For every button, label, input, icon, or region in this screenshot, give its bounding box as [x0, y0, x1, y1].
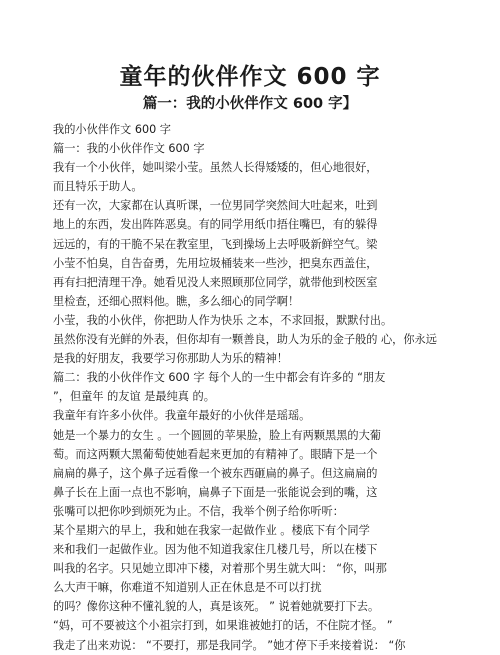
text-line: 我有一个小伙伴，她叫梁小莹。虽然人长得矮矮的，但心地很好， — [53, 161, 378, 175]
document-body — [53, 120, 448, 655]
text-line: 她是一个暴力的女生 。一个圆圆的苹果脸，脸上有两颗黑黑的大葡 — [53, 428, 381, 442]
text-line: 我的小伙伴作文 600 字 — [53, 123, 171, 136]
text-line: 篇一：我的小伙伴作文 600 字 — [53, 142, 205, 156]
text-line: “妈，可不要被这个小祖宗打到，如果谁被她打的话，不住院才怪。 ” — [53, 619, 393, 633]
document-title: 童年的伙伴作文 600 字 — [119, 64, 381, 90]
text-line: 张嘴可以把你吵到烦死为止。不信，我举个例子给你听听： — [53, 504, 344, 518]
text-line: 还有一次，大家都在认真听课，一位男同学突然间大吐起来，吐到 — [53, 199, 378, 213]
text-line: 再有扫把清理干净。她看见没人来照顾那位同学，就带他到校医室 — [53, 275, 378, 289]
text-line: 是我的好朋友，我要学习你那助人为乐的精神！ — [53, 352, 288, 366]
text-line: 小莹不怕臭，自告奋勇，先用垃圾桶装来一些沙，把臭东西盖住， — [53, 256, 378, 270]
text-line: 来和我们一起做作业。因为他不知道我家住几楼几号，所以在楼下 — [53, 543, 378, 557]
text-line: 萄。而这两颗大黑葡萄使她看起来更加的有精神了。眼睛下是一个 — [53, 447, 378, 461]
text-line: 鼻子长在上面一点也不影响，扁鼻子下面是一张能说会到的嘴，这 — [53, 485, 378, 499]
text-line: 虽然你没有光鲜的外表，但你却有一颗善良，助人为乐的金子般的 心，你永远 — [53, 333, 437, 347]
text-line: 远远的，有的干脆不呆在教室里，飞到操场上去呼吸新鲜空气。梁 — [53, 237, 378, 251]
text-line: 而且特乐于助人。 — [53, 180, 143, 194]
text-line: 我童年有许多小伙伴。我童年最好的小伙伴是瑶瑶。 — [53, 409, 311, 423]
text-line: ”，但童年 的友谊 是最纯真 的。 — [53, 390, 215, 404]
text-line: 扁扁的鼻子，这个鼻子远看像一个被东西砸扁的鼻子。但这扁扁的 — [53, 466, 378, 480]
text-line: 我走了出来劝说： “不要打，那是我同学。 ”她才停下手来接着说： “你 — [53, 638, 406, 652]
text-line: 某个星期六的早上，我和她在我家一起做作业 。楼底下有个同学 — [53, 523, 370, 537]
text-line: 的吗？像你这种不懂礼貌的人，真是该死。 ” 说着她就要打下去。 — [53, 600, 380, 614]
text-line: 里检查，还细心照料他。瞧，多么细心的同学啊！ — [53, 294, 300, 308]
document-subtitle: 篇一：我的小伙伴作文 600 字】 — [142, 96, 358, 112]
text-line: 么大声干嘛，你难道不知道别人正在休息是不可以打扰 — [53, 581, 322, 595]
text-line: 篇二：我的小伙伴作文 600 字 每个人的一生中都会有许多的 “朋友 — [53, 371, 386, 385]
text-line: 小莹，我的小伙伴，你把助人作为快乐 之本，不求回报，默默付出。 — [53, 313, 393, 327]
text-line: 叫我的名字。只见她立即冲下楼，对着那个男生就大叫： “你，叫那 — [53, 562, 387, 576]
text-line: 地上的东西，发出阵阵恶臭。有的同学用纸巾捂住嘴巴，有的躲得 — [53, 218, 378, 232]
